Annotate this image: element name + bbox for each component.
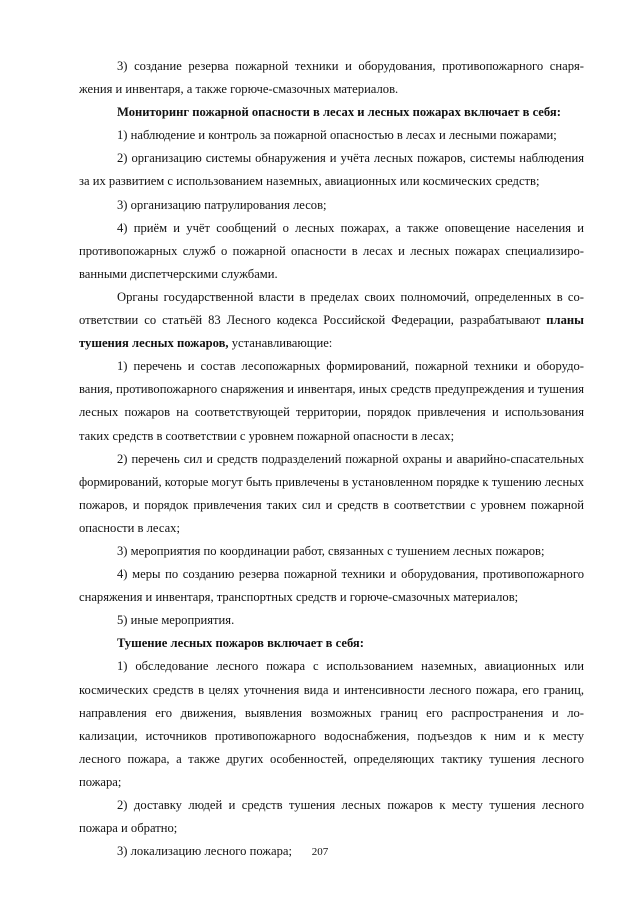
- paragraph-monitoring-1: 1) наблюдение и контроль за пожарной опасностью в лесах и лесными пожарами;: [117, 128, 557, 143]
- paragraph-plans-3: 3) мероприятия по координации работ, связанных с тушением лесных пожаров;: [117, 543, 545, 558]
- paragraph-reserve-equipment: 3) создание резерва пожарной техники и оборудования, противопожарного снаряжения и инвентаря, а также горюче-смазочных материалов.: [79, 59, 584, 97]
- paragraph-plans-5: 5) иные мероприятия.: [117, 613, 235, 628]
- paragraph-extinguishing-3: 3) локализацию лесного пожара;: [117, 844, 292, 859]
- page-number: 207: [311, 846, 329, 858]
- paragraph-extinguishing-2: 2) доставку людей и средств тушения лесных пожаров к месту тушения лесного пожара и обратно;: [79, 798, 584, 836]
- heading-extinguishing: Тушение лесных пожаров включает в себя:: [117, 636, 364, 651]
- paragraph-fire-plans-intro: [79, 286, 584, 355]
- fire-plans-intro-tail: устанавливающие:: [228, 336, 333, 351]
- paragraph-monitoring-3: 3) организацию патрулирования лесов;: [117, 197, 327, 212]
- paragraph-monitoring-2: 2) организацию системы обнаружения и учёта лесных пожаров, системы наблюдения за их развитием с использованием наземных, авиационных или космических средств;: [79, 151, 584, 189]
- paragraph-plans-1: 1) перечень и состав лесопожарных формирований, пожарной техники и оборудования, противопожарного снаряжения и инвентаря, иных средств предупреждения и тушения лесных пожаров на соответствующей территории, порядок привлечения и использования таких средств в соответствии с уровнем пожарной опасности в лесах;: [79, 359, 584, 443]
- paragraph-plans-4: 4) меры по созданию резерва пожарной техники и оборудования, противопожарного снаряжения и инвентаря, транспортных средств и горюче-смазочных материалов;: [79, 567, 584, 605]
- heading-monitoring: Мониторинг пожарной опасности в лесах и лесных пожарах включает в себя:: [117, 105, 561, 120]
- fire-plans-bold-term: планы тушения лесных пожаров,: [79, 313, 584, 351]
- document-page: [79, 55, 584, 863]
- paragraph-extinguishing-1: 1) обследование лесного пожара с использованием наземных, авиационных или космических средств в целях уточнения вида и интенсивности лесного пожара, его границ, направления его движения, выявления возможных границ его распространения и локализации, источников противопожарного водоснабжения, подъездов к ним и к месту лесного пожара, а также других особенностей, определяющих тактику тушения лесного пожара;: [79, 659, 584, 789]
- paragraph-monitoring-4: 4) приём и учёт сообщений о лесных пожарах, а также оповещение населения и противопожарных служб о пожарной опасности в лесах и лесных пожарах специализированными диспетчерскими службами.: [79, 220, 584, 281]
- paragraph-plans-2: 2) перечень сил и средств подразделений пожарной охраны и аварийно-спасательных формирований, которые могут быть привлечены в установленном порядке к тушению лесных пожаров, и порядок привлечения таких сил и средств в соответствии с уровнем пожарной опасности в лесах;: [79, 451, 584, 535]
- fire-plans-intro-text: Органы государственной власти в пределах своих полномочий, определенных в соответствии со статьёй 83 Лесного кодекса Российской Федерации, разрабатывают: [79, 289, 584, 328]
